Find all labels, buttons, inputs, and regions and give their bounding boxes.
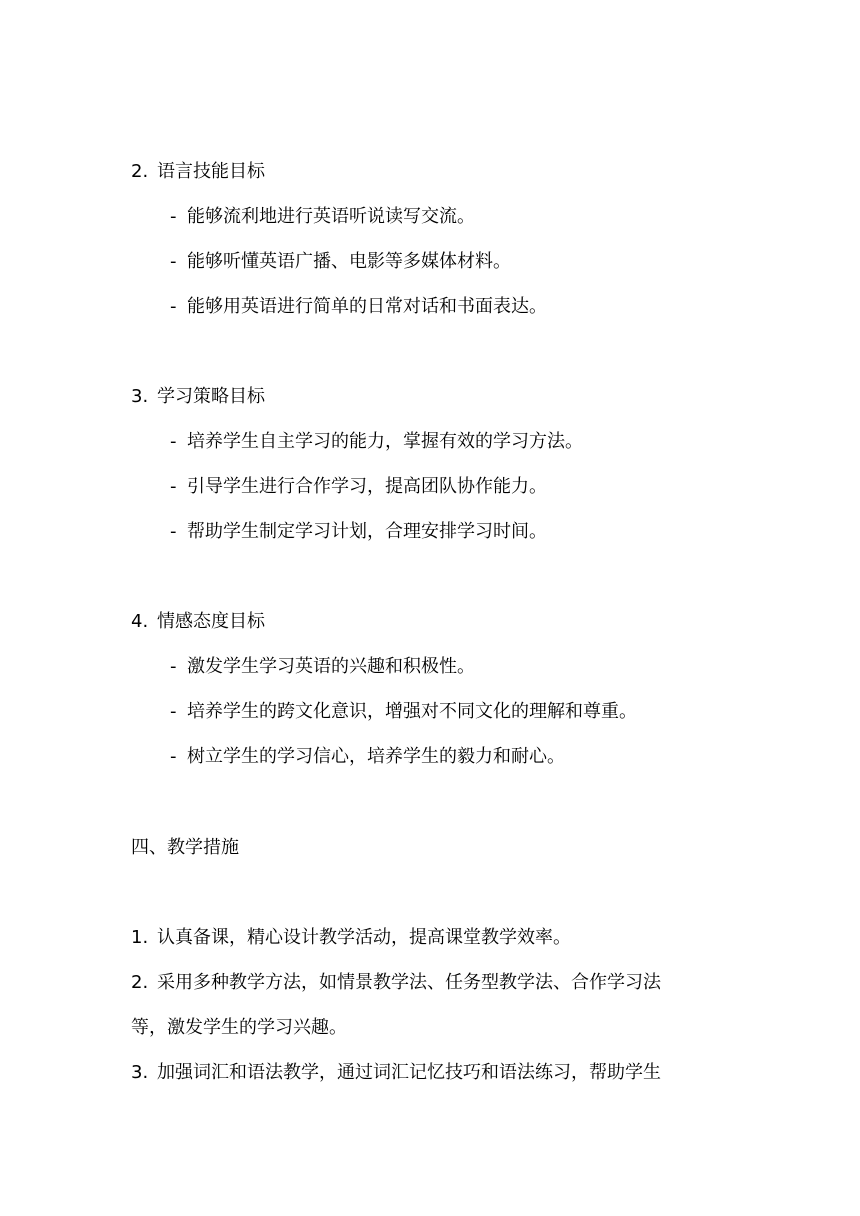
- list-item-text: 树立学生的学习信心，培养学生的毅力和耐心。: [187, 746, 565, 767]
- section-title-text: 语言技能目标: [157, 161, 265, 182]
- list-item-text: 激发学生学习英语的兴趣和积极性。: [187, 656, 475, 677]
- measure-item: [131, 1061, 661, 1085]
- list-item: [170, 295, 547, 319]
- measure-text: 加强词汇和语法教学，通过词汇记忆技巧和语法练习，帮助学生: [157, 1062, 661, 1083]
- measure-text: 采用多种教学方法，如情景教学法、任务型教学法、合作学习法: [157, 972, 661, 993]
- bullet-marker: -: [170, 701, 177, 722]
- measure-item: [131, 926, 571, 950]
- list-item-text: 能够听懂英语广播、电影等多媒体材料。: [187, 251, 511, 272]
- list-item: [170, 745, 565, 769]
- list-item-text: 能够用英语进行简单的日常对话和书面表达。: [187, 296, 547, 317]
- bullet-marker: -: [170, 206, 177, 227]
- measure-number: 1.: [131, 927, 149, 948]
- section-title-text: 学习策略目标: [157, 386, 265, 407]
- list-item-text: 能够流利地进行英语听说读写交流。: [187, 206, 475, 227]
- bullet-marker: -: [170, 431, 177, 452]
- list-item: [170, 700, 637, 724]
- bullet-marker: -: [170, 656, 177, 677]
- section-number: 4.: [131, 611, 149, 632]
- measure-item: [131, 971, 661, 995]
- list-item: [170, 655, 475, 679]
- bullet-marker: -: [170, 521, 177, 542]
- section-title-text: 情感态度目标: [157, 611, 265, 632]
- section-number: 3.: [131, 386, 149, 407]
- list-item-text: 培养学生自主学习的能力，掌握有效的学习方法。: [187, 431, 583, 452]
- bullet-marker: -: [170, 746, 177, 767]
- list-item-text: 培养学生的跨文化意识，增强对不同文化的理解和尊重。: [187, 701, 637, 722]
- section-title: [131, 610, 265, 634]
- list-item: [170, 520, 547, 544]
- bullet-marker: -: [170, 251, 177, 272]
- list-item-text: 帮助学生制定学习计划，合理安排学习时间。: [187, 521, 547, 542]
- measure-continuation: 等，激发学生的学习兴趣。: [131, 1017, 347, 1038]
- list-item: [170, 475, 547, 499]
- measure-number: 2.: [131, 972, 149, 993]
- measure-number: 3.: [131, 1062, 149, 1083]
- chapter-heading: 四、教学措施: [131, 837, 239, 858]
- list-item: [170, 430, 583, 454]
- measure-text: 认真备课，精心设计教学活动，提高课堂教学效率。: [157, 927, 571, 948]
- section-number: 2.: [131, 161, 149, 182]
- section-title: [131, 160, 265, 184]
- list-item: [170, 250, 511, 274]
- section-title: [131, 385, 265, 409]
- bullet-marker: -: [170, 476, 177, 497]
- bullet-marker: -: [170, 296, 177, 317]
- list-item-text: 引导学生进行合作学习，提高团队协作能力。: [187, 476, 547, 497]
- list-item: [170, 205, 475, 229]
